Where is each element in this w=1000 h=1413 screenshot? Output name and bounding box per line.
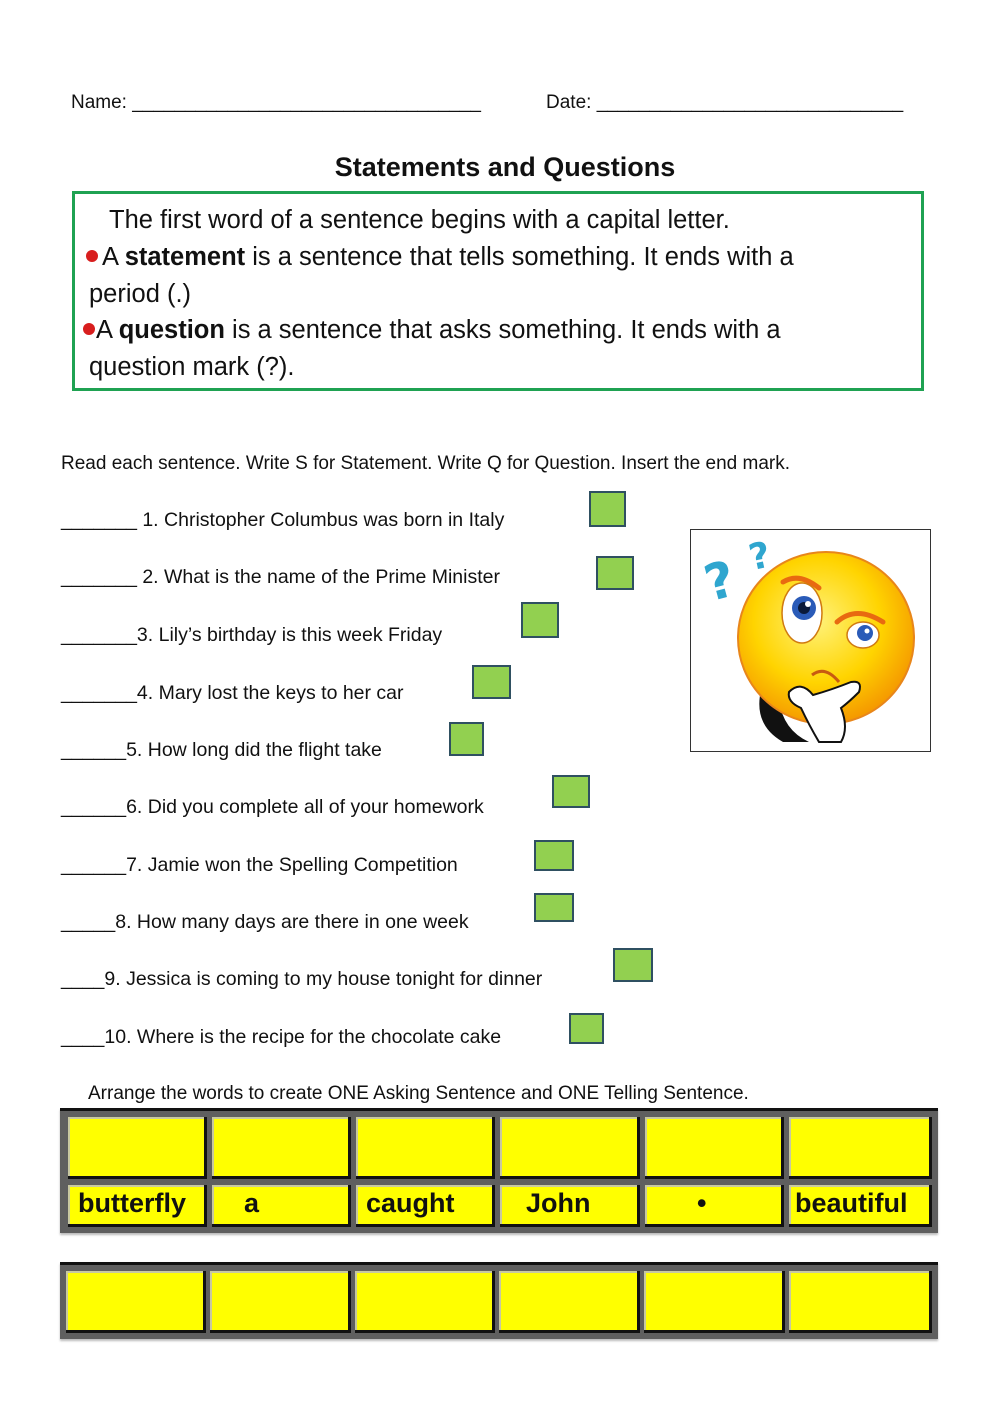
page-title: Statements and Questions bbox=[334, 152, 676, 182]
answer-blank[interactable]: _____ bbox=[61, 911, 116, 933]
end-mark-box-3[interactable] bbox=[521, 602, 559, 638]
sentence-item-6: ______6. Did you complete all of your homework bbox=[61, 796, 484, 818]
word-arrange-table-2 bbox=[60, 1262, 938, 1339]
drop-slot-12[interactable] bbox=[789, 1271, 932, 1333]
exercise-instructions: Read each sentence. Write S for Statement. Write Q for Question. Insert the end mark. bbox=[61, 453, 791, 474]
word-tile-caught[interactable]: caught bbox=[356, 1185, 495, 1227]
sentence-item-2: _______ 2. What is the name of the Prime Minister bbox=[61, 566, 500, 588]
drop-slot-10[interactable] bbox=[499, 1271, 640, 1333]
word-tile-a[interactable]: a bbox=[212, 1185, 351, 1227]
sentence-item-3: _______3. Lily’s birthday is this week Friday bbox=[61, 624, 443, 646]
rule-statement: A statement is a sentence that tells something. It ends with a bbox=[102, 243, 794, 271]
svg-text:?: ? bbox=[698, 549, 742, 614]
sentence-item-4: _______4. Mary lost the keys to her car bbox=[61, 682, 404, 704]
word-tile-butterfly[interactable]: butterfly bbox=[68, 1185, 207, 1227]
name-label: Name: bbox=[71, 92, 127, 113]
drop-slot-11[interactable] bbox=[644, 1271, 785, 1333]
word-arrange-table-1 bbox=[60, 1108, 938, 1233]
drop-slot-6[interactable] bbox=[789, 1117, 932, 1179]
thinking-face-icon bbox=[691, 530, 929, 750]
date-field bbox=[546, 92, 903, 114]
sentence-item-7: ______7. Jamie won the Spelling Competition bbox=[61, 854, 458, 876]
answer-blank[interactable]: _______ bbox=[61, 624, 137, 646]
sentence-item-10: ____10. Where is the recipe for the chocolate cake bbox=[61, 1026, 502, 1048]
end-mark-box-1[interactable] bbox=[589, 491, 626, 527]
rule-statement-cont: period (.) bbox=[89, 280, 192, 308]
drop-slot-7[interactable] bbox=[66, 1271, 206, 1333]
arrange-instructions: Arrange the words to create ONE Asking Sentence and ONE Telling Sentence. bbox=[88, 1083, 749, 1104]
sentence-item-5: ______5. How long did the flight take bbox=[61, 739, 382, 761]
date-label: Date: bbox=[546, 92, 592, 113]
answer-blank[interactable]: ______ bbox=[61, 739, 127, 761]
answer-blank[interactable]: _______ bbox=[61, 682, 137, 704]
rule-capital-letter: The first word of a sentence begins with a capital letter. bbox=[109, 206, 730, 234]
rules-box bbox=[72, 191, 924, 391]
answer-blank[interactable]: ____ bbox=[61, 968, 105, 990]
red-bullet-icon bbox=[83, 323, 95, 335]
answer-blank[interactable]: ______ bbox=[61, 796, 127, 818]
end-mark-box-7[interactable] bbox=[534, 840, 574, 871]
drop-slot-9[interactable] bbox=[355, 1271, 495, 1333]
question-term: question bbox=[118, 316, 225, 344]
drop-slot-8[interactable] bbox=[210, 1271, 351, 1333]
end-mark-box-9[interactable] bbox=[613, 948, 653, 982]
end-mark-box-10[interactable] bbox=[569, 1013, 604, 1044]
drop-slot-4[interactable] bbox=[500, 1117, 640, 1179]
end-mark-box-6[interactable] bbox=[552, 775, 590, 808]
thinking-face-image bbox=[690, 529, 931, 752]
word-tile-beautiful[interactable]: beautiful bbox=[789, 1185, 932, 1227]
word-tile-john[interactable]: John bbox=[500, 1185, 640, 1227]
end-mark-box-8[interactable] bbox=[534, 893, 574, 922]
rule-question: A question is a sentence that asks something. It ends with a bbox=[96, 316, 781, 344]
end-mark-box-5[interactable] bbox=[449, 722, 484, 756]
answer-blank[interactable]: _______ bbox=[61, 566, 137, 588]
red-bullet-icon bbox=[86, 250, 98, 262]
answer-blank[interactable]: ______ bbox=[61, 854, 127, 876]
name-blank[interactable]: _________________________________ bbox=[132, 92, 481, 113]
end-mark-box-2[interactable] bbox=[596, 556, 634, 590]
drop-slot-3[interactable] bbox=[356, 1117, 495, 1179]
sentence-item-1: _______ 1. Christopher Columbus was born in Italy bbox=[61, 509, 505, 531]
end-mark-box-4[interactable] bbox=[472, 665, 511, 699]
statement-term: statement bbox=[124, 243, 246, 271]
sentence-item-9: ____9. Jessica is coming to my house tonight for dinner bbox=[61, 968, 543, 990]
sentence-item-8: _____8. How many days are there in one week bbox=[61, 911, 469, 933]
svg-text:?: ? bbox=[745, 534, 775, 580]
drop-slot-1[interactable] bbox=[68, 1117, 207, 1179]
date-blank[interactable]: _____________________________ bbox=[596, 92, 904, 113]
answer-blank[interactable]: _______ bbox=[61, 509, 137, 531]
drop-slot-5[interactable] bbox=[645, 1117, 784, 1179]
drop-slot-2[interactable] bbox=[212, 1117, 351, 1179]
rule-question-cont: question mark (?). bbox=[89, 353, 295, 381]
answer-blank[interactable]: ____ bbox=[61, 1026, 105, 1048]
name-field bbox=[71, 92, 481, 114]
word-tile-period[interactable]: • bbox=[645, 1185, 784, 1227]
